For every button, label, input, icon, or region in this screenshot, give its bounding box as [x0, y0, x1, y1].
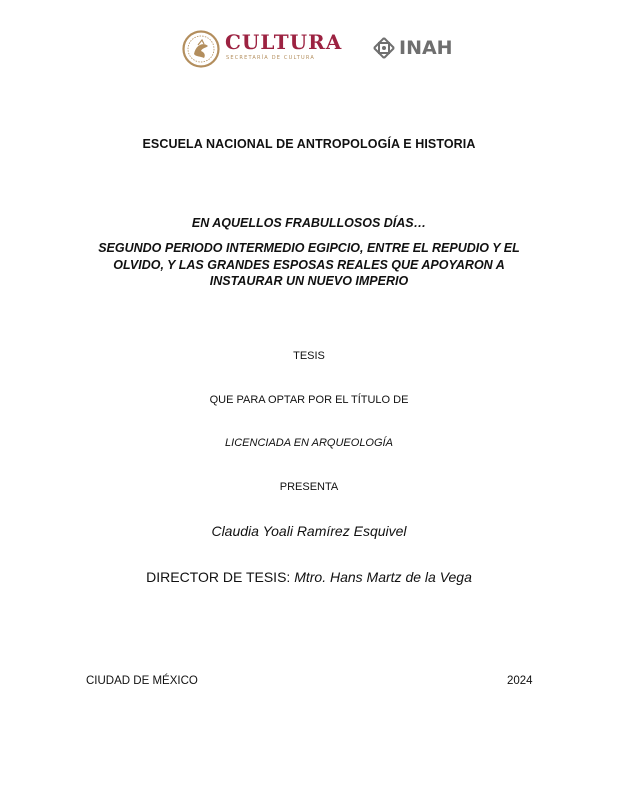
degree-intro: QUE PARA OPTAR POR EL TÍTULO DE — [209, 394, 409, 406]
inah-emblem-logo — [370, 36, 398, 60]
city: CIUDAD DE MÉXICO — [86, 675, 198, 687]
degree-name: LICENCIADA EN ARQUEOLOGÍA — [225, 437, 393, 449]
director-name: Mtro. Hans Martz de la Vega — [294, 569, 472, 585]
school-name: ESCUELA NACIONAL DE ANTROPOLOGÍA E HISTORIA — [142, 137, 476, 151]
header-logos — [180, 28, 460, 68]
inah-logo-text: INAH — [399, 37, 453, 59]
cultura-logo-text: CULTURA — [225, 30, 343, 54]
presents-label: PRESENTA — [279, 481, 339, 493]
director-label: DIRECTOR DE TESIS: — [146, 569, 291, 585]
thesis-label: TESIS — [293, 350, 325, 362]
year: 2024 — [507, 675, 533, 687]
cultura-logo-subtext: SECRETARÍA DE CULTURA — [226, 55, 315, 61]
thesis-director — [0, 569, 618, 585]
author-name: Claudia Yoali Ramírez Esquivel — [211, 523, 407, 539]
thesis-title-line2: SEGUNDO PERIODO INTERMEDIO EGIPCIO, ENTRE EL REPUDIO Y EL OLVIDO, Y LAS GRANDES ESPOSAS REALES QUE APOYARON A INSTAURAR UN NUEVO IMPERIO — [98, 241, 520, 288]
thesis-title-line1: EN AQUELLOS FRABULLOSOS DÍAS… — [191, 216, 427, 230]
mexico-seal-logo — [182, 30, 220, 68]
